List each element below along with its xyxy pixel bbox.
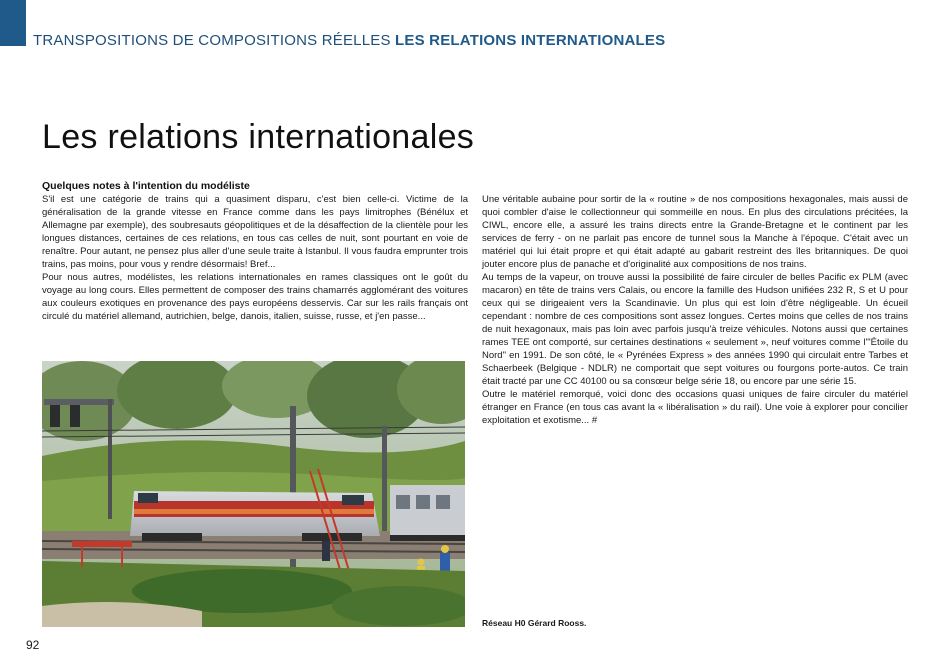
layout-photo: [42, 361, 465, 627]
article-title: Les relations internationales: [42, 118, 475, 156]
model-railway-scene: [42, 361, 465, 627]
right-column: [482, 193, 908, 427]
running-header: [33, 32, 665, 49]
body-paragraph: Outre le matériel remorqué, voici donc des occasions quasi uniques de faire circuler du matériel étranger en France (en tous cas avant la « libéralisation » du rail). Une voie à explorer pour concilier exploitation et exotisme... #: [482, 389, 908, 426]
page-number: 92: [26, 638, 40, 652]
running-header-section: TRANSPOSITIONS DE COMPOSITIONS RÉELLES: [33, 32, 391, 49]
article-subtitle: Quelques notes à l'intention du modéliste: [42, 180, 250, 192]
corner-tab: [0, 0, 26, 46]
body-paragraph: Une véritable aubaine pour sortir de la « routine » de nos compositions hexagonales, mais aussi de quoi combler d'aise le collectionneur qui sommeille en nous. En plus des circulations précitées, la CIWL, encore elle, a assuré les trains directs entre la Grande-Bretagne et le continent par les services de ferry - on ne parlait pas encore de tunnel sous la Manche à l'époque. C'était avec un matériel qui lui était propre et qui était adapté au gabarit restreint des îles britanniques. De quoi jouter encore plus de panache et d'originalité aux compositions de nos trains.: [482, 194, 908, 270]
body-paragraph: Pour nous autres, modélistes, les relations internationales en rames classiques ont le goût du voyage au long cours. Elles permettent de composer des trains chamarrés agglomérant des voitures aux couleurs exotiques en provenance des pays européens desservis. Car sur les rails français ont circulé du matériel allemand, autrichien, belge, danois, italien, suisse, russe, et j'en passe...: [42, 272, 468, 322]
left-column: [42, 193, 468, 323]
body-paragraph: S'il est une catégorie de trains qui a quasiment disparu, c'est bien celle-ci. Victime de la généralisation de la grande vitesse en France comme dans les pays limitrophes (Bénélux et Allemagne par exemple), des soubresauts géopolitiques et de la désaffection de la clientèle pour les longues distances, certaines de ces relations, en tous cas celles de nuit, sont pourtant en voie de renaître. Pour autant, ne pensez plus aller d'une seule traite à Istanbul. Il vous faudra emprunter trois trains, pas moins, pour vous y rendre désormais! Bref...: [42, 194, 468, 270]
running-header-topic: LES RELATIONS INTERNATIONALES: [395, 32, 666, 49]
body-paragraph: Au temps de la vapeur, on trouve aussi la possibilité de faire circuler de belles Pacific ex PLM (avec macaron) en tête de trains vers Calais, ou encore la famille des Hudson unifiées 232 R, S et U pour ceux qui se dirigeaient vers la Scandinavie. Un plus qui est loin d'être négligeable. Un écueil cependant : nombre de ces compositions sont assez longues. Certes moins que celles de nos trains de nuit hexagonaux, mais pas loin avec parfois jusqu'à treize véhicules. Notons aussi que certaines rames TEE ont comporté, sur certaines destinations « seulement », neuf voitures comme l'"Étoile du Nord" en 1991. De son côté, le « Pyrénées Express » des années 1990 qui circulait entre Tarbes et Schaerbeek (Belgique - NDLR) ne comportait que sept voitures ou fourgons porte-autos. Ce train était tracté par une CC 40100 ou sa consœur belge série 18, ou encore par une série 15.: [482, 272, 908, 387]
photo-caption: Réseau H0 Gérard Rooss.: [482, 618, 587, 628]
